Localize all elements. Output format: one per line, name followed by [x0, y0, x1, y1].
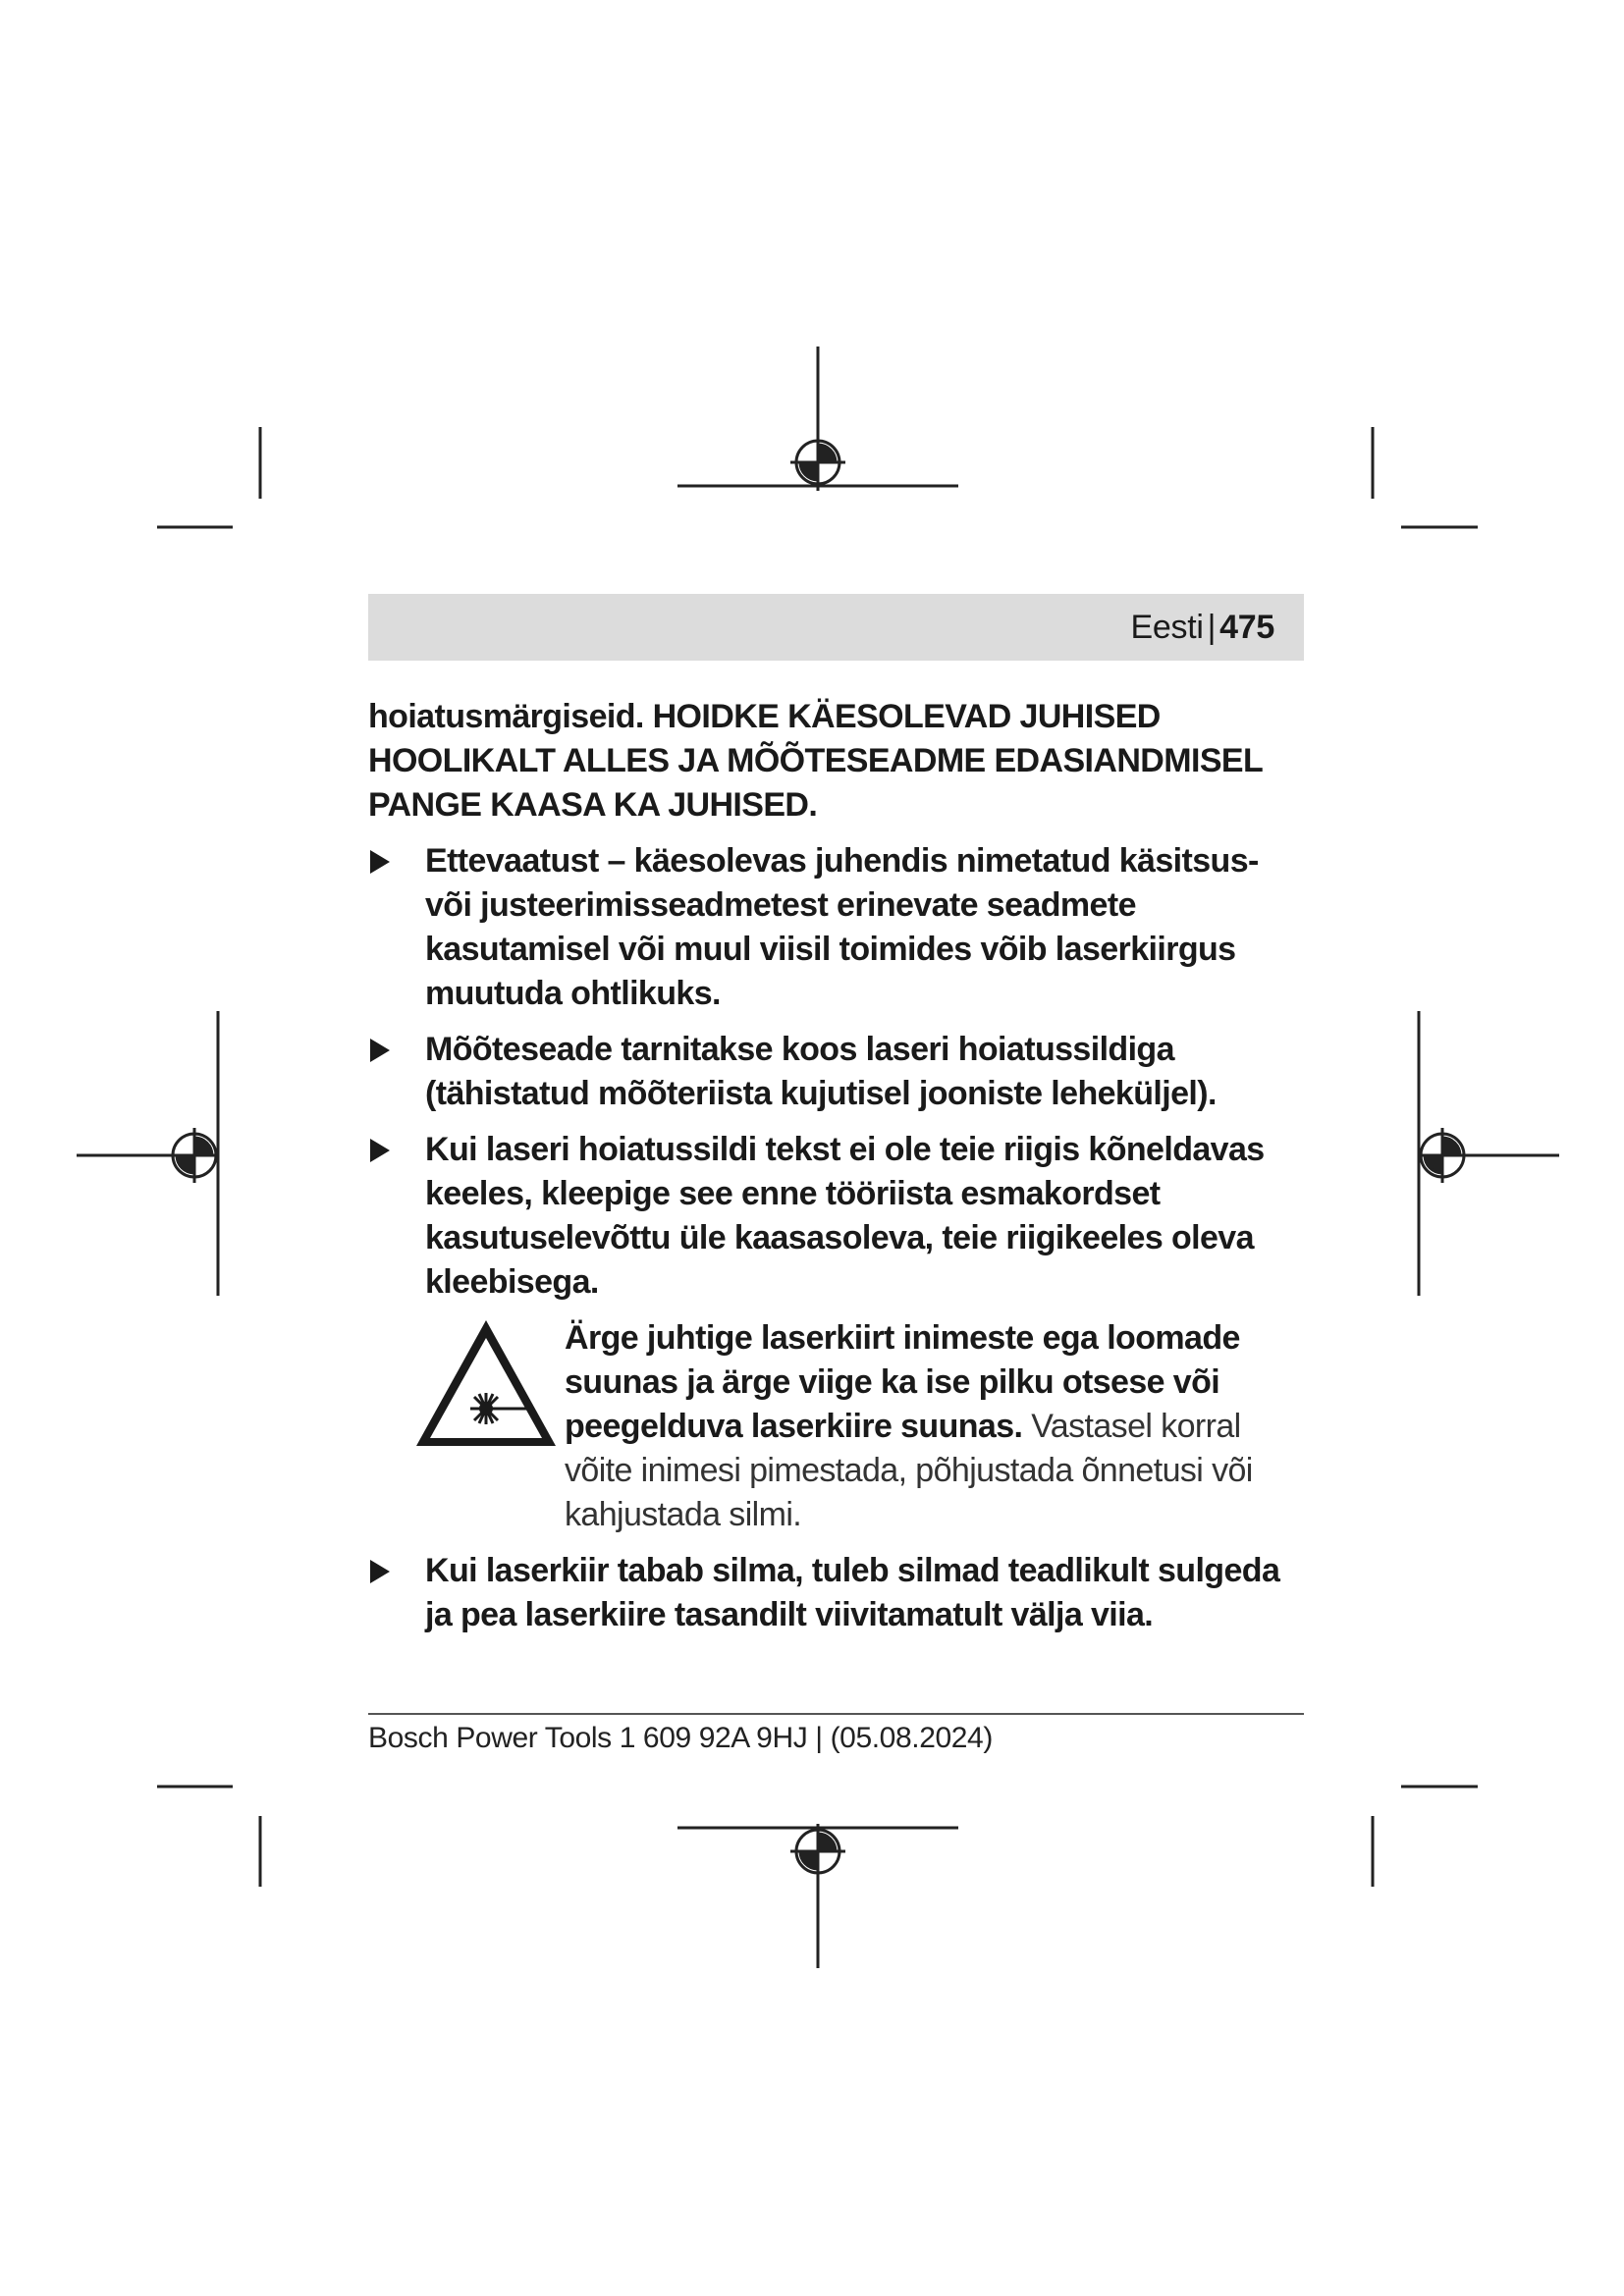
registration-target-top	[790, 441, 845, 484]
laser-warning-block	[412, 1316, 1311, 1537]
warning-normal-text: Vastasel korral võite inimesi pimestada, põhjustada õnnetusi või kahjustada silmi.	[565, 1408, 1253, 1533]
bullet-text: Mõõteseade tarnitakse koos laseri hoiatussildiga (tähistatud mõõteriista kujutisel jooniste leheküljel).	[425, 1031, 1217, 1112]
bullet-item	[368, 839, 1311, 1016]
page-footer: Bosch Power Tools 1 609 92A 9HJ | (05.08.2024)	[368, 1722, 993, 1754]
bullet-text: Kui laserkiir tabab silma, tuleb silmad teadlikult sulgeda ja pea laserkiire tasandilt viivitamatult välja viia.	[425, 1552, 1280, 1633]
registration-target-right	[1421, 1128, 1464, 1183]
header-separator: |	[1207, 609, 1217, 646]
bullet-arrow-icon	[370, 850, 390, 874]
bullet-item	[368, 1549, 1311, 1637]
bullet-arrow-icon	[370, 1139, 390, 1162]
header-language: Eesti	[1130, 609, 1204, 646]
registration-target-left	[173, 1128, 216, 1183]
bullet-text: Kui laseri hoiatussildi tekst ei ole teie riigis kõneldavas keeles, kleepige see enne tööriista esmakordset kasutuselevõttu üle kaasasoleva, teie riigikeeles oleva kleebisega.	[425, 1131, 1265, 1301]
laser-warning-icon	[412, 1316, 560, 1450]
bullet-item	[368, 1028, 1311, 1116]
page-content	[368, 695, 1311, 1649]
bullet-arrow-icon	[370, 1560, 390, 1583]
registration-target-bottom	[790, 1830, 845, 1873]
warning-bold-text: Ärge juhtige laserkiirt inimeste ega loomade suunas ja ärge viige ka ise pilku otsese või peegelduva laserkiire suunas.	[565, 1319, 1240, 1445]
warning-text	[565, 1316, 1311, 1537]
intro-paragraph: hoiatusmärgiseid. HOIDKE KÄESOLEVAD JUHISED HOOLIKALT ALLES JA MÕÕTESEADME EDASIANDMISEL PANGE KAASA KA JUHISED.	[368, 698, 1263, 824]
footer-divider	[368, 1713, 1304, 1715]
bullet-text: Ettevaatust – käesolevas juhendis nimetatud käsitsus- või justeerimisseadmetest erinevate seadmete kasutamisel või muul viisil toimides võib laserkiirgus muutuda ohtlikuks.	[425, 842, 1259, 1012]
page-number: 475	[1219, 609, 1274, 646]
bullet-arrow-icon	[370, 1039, 390, 1062]
bullet-item	[368, 1128, 1311, 1305]
page-header	[1131, 608, 1274, 647]
page-header-bar	[368, 594, 1304, 661]
